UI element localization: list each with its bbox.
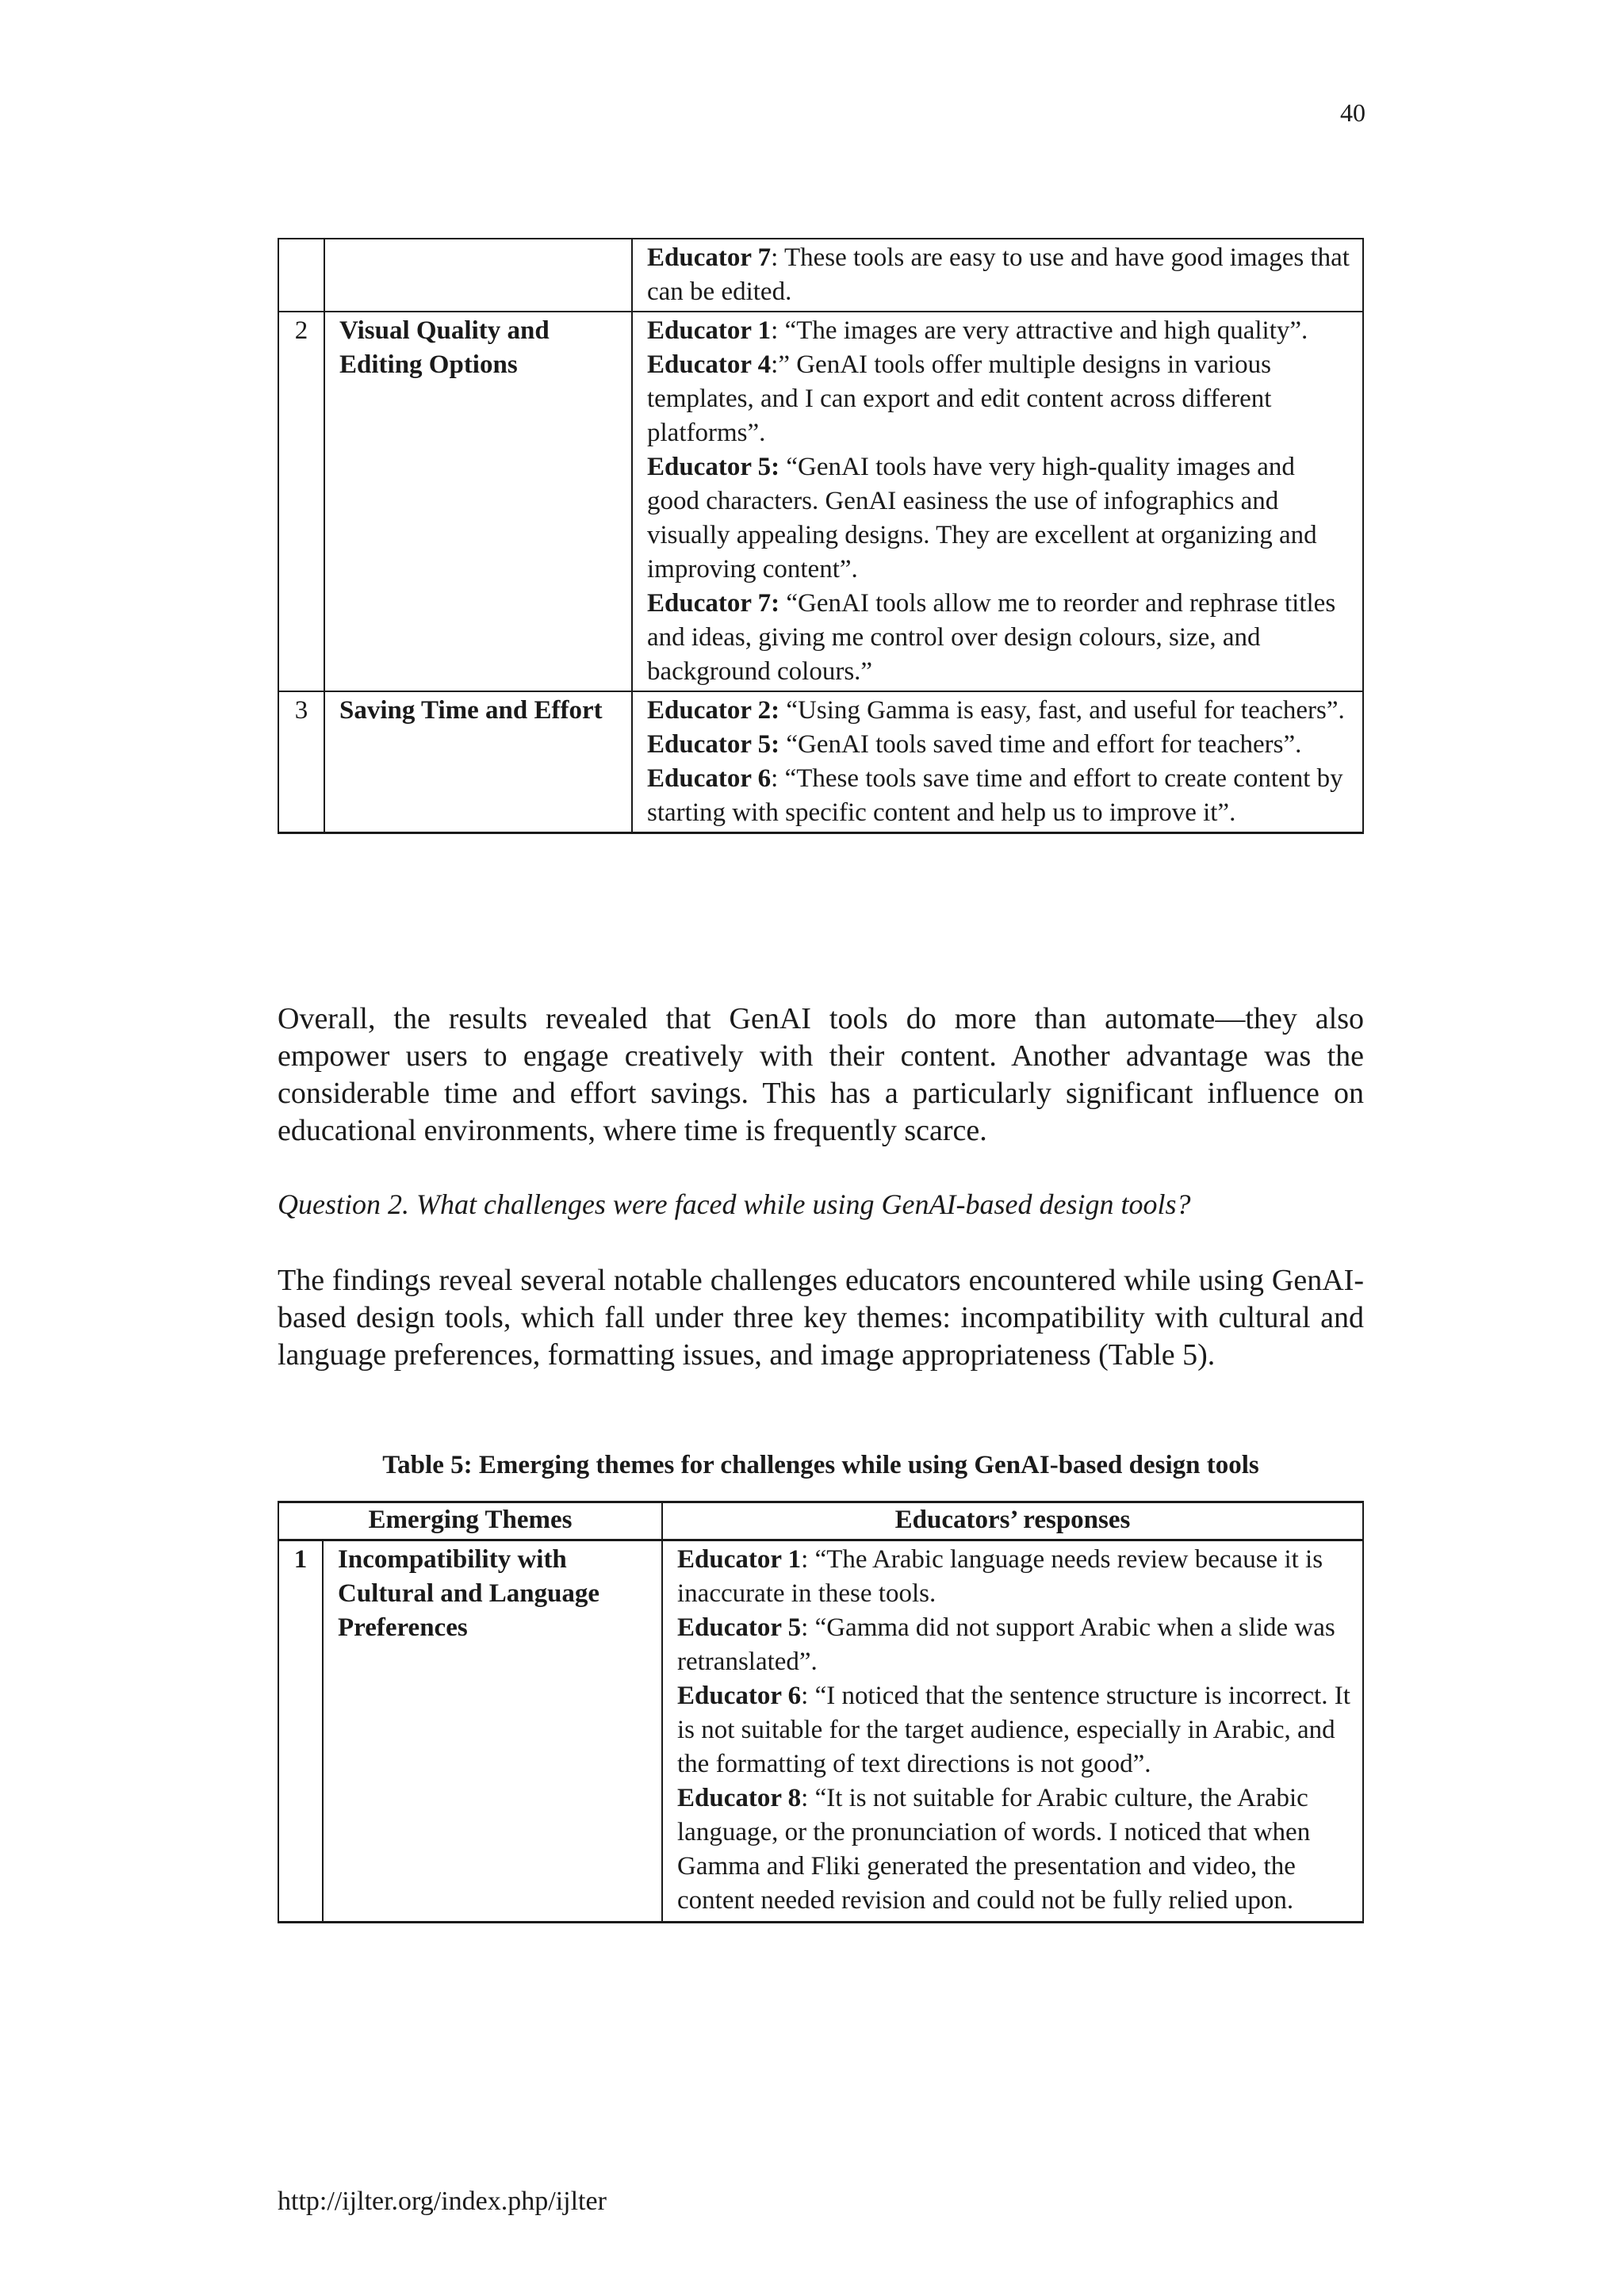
response-text: “GenAI tools saved time and effort for teachers”. — [779, 730, 1302, 759]
educator-response — [647, 728, 1353, 762]
table-5 — [278, 1501, 1364, 1923]
educator-response — [647, 314, 1353, 348]
response-text: “GenAI tools allow me to reorder and rephrase titles and ideas, giving me control over design colours, size, and background colours.” — [647, 589, 1336, 686]
educator-response — [677, 1781, 1353, 1918]
educator-label: Educator 4 — [647, 350, 772, 379]
educator-label: Educator 6 — [677, 1682, 802, 1710]
responses-cell — [662, 1540, 1363, 1923]
header-educators-responses: Educators’ responses — [662, 1502, 1363, 1540]
educator-label: Educator 7 — [647, 243, 772, 272]
body-paragraph: The findings reveal several notable challenges educators encountered while using GenAI-based design tools, which fall under three key themes: incompatibility with cultural and language preferences, formatting issues, and image appropriateness (Table 5). — [278, 1264, 1364, 1372]
response-text: : “The images are very attractive and high quality”. — [771, 316, 1308, 345]
educator-response — [647, 762, 1353, 830]
row-number: 3 — [278, 691, 324, 833]
educator-response — [647, 241, 1353, 309]
table-4-continued — [278, 238, 1364, 834]
page-number: 40 — [1340, 98, 1365, 127]
theme-cell: Saving Time and Effort — [324, 691, 632, 833]
educator-response — [647, 348, 1353, 450]
row-number — [278, 239, 324, 312]
educator-label: Educator 5: — [647, 453, 780, 481]
footer-url[interactable]: http://ijlter.org/index.php/ijlter — [278, 2187, 607, 2216]
response-text: “GenAI tools have very high-quality images and good characters. GenAI easiness the use of infographics and visually appealing designs. They are excellent at organizing and improving content”. — [647, 453, 1317, 584]
table-caption: Table 5: Emerging themes for challenges while using GenAI-based design tools — [382, 1451, 1259, 1479]
body-paragraph: Overall, the results revealed that GenAI tools do more than automate—they also empower users to engage creatively with their content. Another advantage was the considerable time and effort savings. This has a particularly significant influence on educational environments, where time is frequently scarce. — [278, 1002, 1364, 1147]
educator-label: Educator 2: — [647, 696, 780, 725]
educator-label: Educator 6 — [647, 764, 772, 793]
table-row — [278, 239, 1363, 312]
educator-response — [677, 1543, 1353, 1611]
table-row — [278, 691, 1363, 833]
response-text: :” GenAI tools offer multiple designs in various templates, and I can export and edit content across different platforms”. — [647, 350, 1272, 447]
response-text: : “I noticed that the sentence structure is incorrect. It is not suitable for the target audience, especially in Arabic, and the formatting of text directions is not good”. — [677, 1682, 1350, 1778]
row-number: 1 — [278, 1540, 323, 1923]
educator-response — [647, 694, 1353, 728]
question-heading: Question 2. What challenges were faced while using GenAI-based design tools? — [278, 1188, 1191, 1220]
row-number: 2 — [278, 312, 324, 691]
response-text: : “Gamma did not support Arabic when a slide was retranslated”. — [677, 1613, 1335, 1676]
responses-cell — [632, 312, 1363, 691]
table-row — [278, 1540, 1363, 1923]
response-text: : “The Arabic language needs review because it is inaccurate in these tools. — [677, 1545, 1323, 1608]
educator-label: Educator 8 — [677, 1784, 802, 1812]
response-text: “Using Gamma is easy, fast, and useful for teachers”. — [779, 696, 1345, 725]
educator-response — [677, 1611, 1353, 1679]
responses-cell — [632, 691, 1363, 833]
educator-label: Educator 5: — [647, 730, 780, 759]
response-text: : “These tools save time and effort to create content by starting with specific content and help us to improve it”. — [647, 764, 1343, 827]
table-header-row — [278, 1502, 1363, 1540]
educator-label: Educator 5 — [677, 1613, 802, 1642]
responses-cell — [632, 239, 1363, 312]
educator-response — [647, 587, 1353, 689]
response-text: : These tools are easy to use and have good images that can be edited. — [647, 243, 1350, 306]
educator-response — [677, 1679, 1353, 1781]
educator-label: Educator 7: — [647, 589, 780, 618]
theme-cell: Visual Quality and Editing Options — [324, 312, 632, 691]
theme-cell — [324, 239, 632, 312]
response-text: : “It is not suitable for Arabic culture, the Arabic language, or the pronunciation of words. I noticed that when Gamma and Fliki generated the presentation and video, the content needed revision and could not be fully relied upon. — [677, 1784, 1311, 1915]
educator-label: Educator 1 — [647, 316, 772, 345]
header-emerging-themes: Emerging Themes — [278, 1502, 662, 1540]
theme-cell: Incompatibility with Cultural and Language Preferences — [323, 1540, 662, 1923]
educator-label: Educator 1 — [677, 1545, 802, 1574]
educator-response — [647, 450, 1353, 587]
table-row — [278, 312, 1363, 691]
